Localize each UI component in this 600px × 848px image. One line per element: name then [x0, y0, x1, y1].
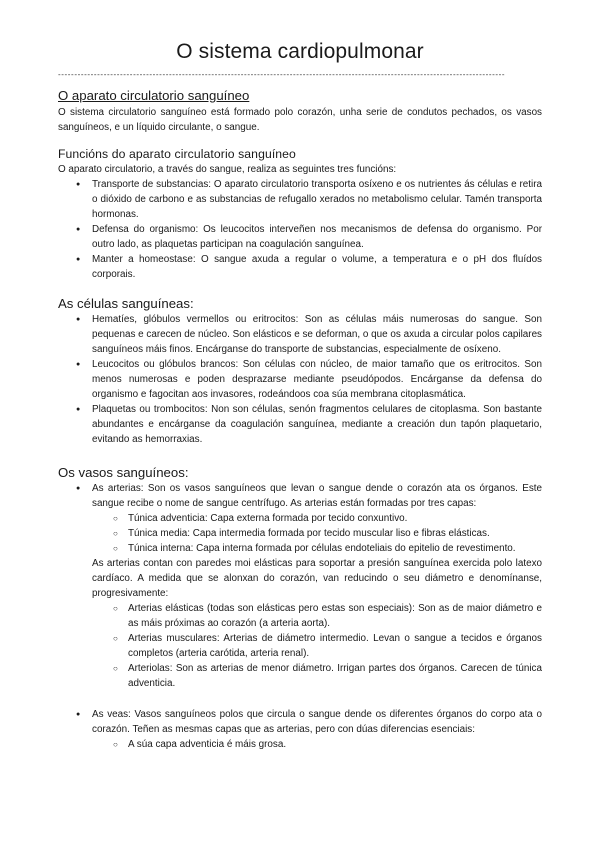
sub-list-item: ○ Arterias musculares: Arterias de diámetro intermedio. Levan o sangue a tecidos e órganos completos (arteria carótida, arteria renal). — [58, 631, 542, 661]
document-body — [58, 88, 542, 752]
capas-list — [58, 511, 542, 556]
sub-list-item: ○ A súa capa adventicia é máis grosa. — [58, 737, 542, 752]
vasos-list — [58, 481, 542, 511]
list-item: ● Transporte de substancias: O aparato circulatorio transporta osíxeno e os nutrientes ás células e retira o dióxido de carbono e as substancias de refugallo xerados no metabolismo celular. Tamén transporta hormonas. — [58, 177, 542, 222]
sub-list-item: ○ Arterias elásticas (todas son elásticas pero estas son especiais): Son as de maior diámetro e as máis próximas ao corazón (a arteria aorta). — [58, 601, 542, 631]
sub-list-item: ○ Túnica media: Capa intermedia formada por tecido muscular liso e fibras elásticas. — [58, 526, 542, 541]
dashed-divider: ----------------------------------------------------------------------------------------------------------------------------------------- — [58, 70, 506, 79]
celulas-list — [58, 312, 542, 447]
list-item-arterias: ● As arterias: Son os vasos sanguíneos que levan o sangue dende o corazón ata os órganos. Este sangue recibe o nome de sangue centrífugo. As arterias están formadas por tres capas: — [58, 481, 542, 511]
section-heading-funcions: Funcións do aparato circulatorio sanguíneo — [58, 147, 296, 161]
list-item: ● Plaquetas ou trombocitos: Non son células, senón fragmentos celulares de citoplasma. Son bastante abundantes e encárganse da coagulación sanguínea, mediante a creación dun tapón plaquetario, evitando as hemorraxias. — [58, 402, 542, 447]
funcions-list — [58, 177, 542, 282]
veas-sub-list — [58, 737, 542, 752]
section-heading-aparato: O aparato circulatorio sanguíneo — [58, 88, 250, 103]
veas-list — [58, 707, 542, 737]
sub-list-item: ○ Túnica adventicia: Capa externa formada por tecido conxuntivo. — [58, 511, 542, 526]
page-title: O sistema cardiopulmonar — [176, 40, 424, 63]
tipos-arterias-list — [58, 601, 542, 691]
section-intro-funcions: O aparato circulatorio, a través do sangue, realiza as seguintes tres funcións: — [58, 164, 397, 175]
section-heading-vasos: Os vasos sanguíneos: — [58, 465, 189, 480]
list-item: ● Defensa do organismo: Os leucocitos interveñen nos mecanismos de defensa do organismo. Por outro lado, as plaquetas participan na coagulación sanguínea. — [58, 222, 542, 252]
list-item: ● Hematíes, glóbulos vermellos ou eritrocitos: Son as células máis numerosas do sangue. Son pequenas e carecen de núcleo. Son elásticos e se deforman, o que os axuda a circular polos capilares sanguíneos máis finos. Encárganse do transporte de substancias, especialmente de osíxeno. — [58, 312, 542, 357]
sub-list-item: ○ Arteriolas: Son as arterias de menor diámetro. Irrigan partes dos órganos. Carecen de túnica adventicia. — [58, 661, 542, 691]
list-item: ● Manter a homeostase: O sangue axuda a regular o volume, a temperatura e o pH dos fluídos corporais. — [58, 252, 542, 282]
arterias-paragraph: As arterias contan con paredes moi elásticas para soportar a presión sanguínea exercida polo latexo cardíaco. A medida que se alonxan do corazón, van reducindo o seu diámetro e denomínanse, progresivamente: — [92, 558, 542, 599]
section-intro-aparato: O sistema circulatorio sanguíneo está formado polo corazón, unha serie de condutos pechados, os vasos sanguíneos, e un líquido circulante, o sangue. — [58, 107, 542, 133]
section-heading-celulas: As células sanguíneas: — [58, 296, 194, 311]
list-item-veas: ● As veas: Vasos sanguíneos polos que circula o sangue dende os diferentes órganos do corpo ata o corazón. Teñen as mesmas capas que as arterias, pero con dúas diferencias esenciais: — [58, 707, 542, 737]
sub-list-item: ○ Túnica interna: Capa interna formada por células endoteliais do epitelio de revestimento. — [58, 541, 542, 556]
list-item: ● Leucocitos ou glóbulos brancos: Son células con núcleo, de maior tamaño que os eritrocitos. Son menos numerosas e poden desprazarse mediante pseudópodos. Encárganse da defensa do organismo e fagocitan aos invasores, rodeándoos coa súa membrana citoplasmática. — [58, 357, 542, 402]
